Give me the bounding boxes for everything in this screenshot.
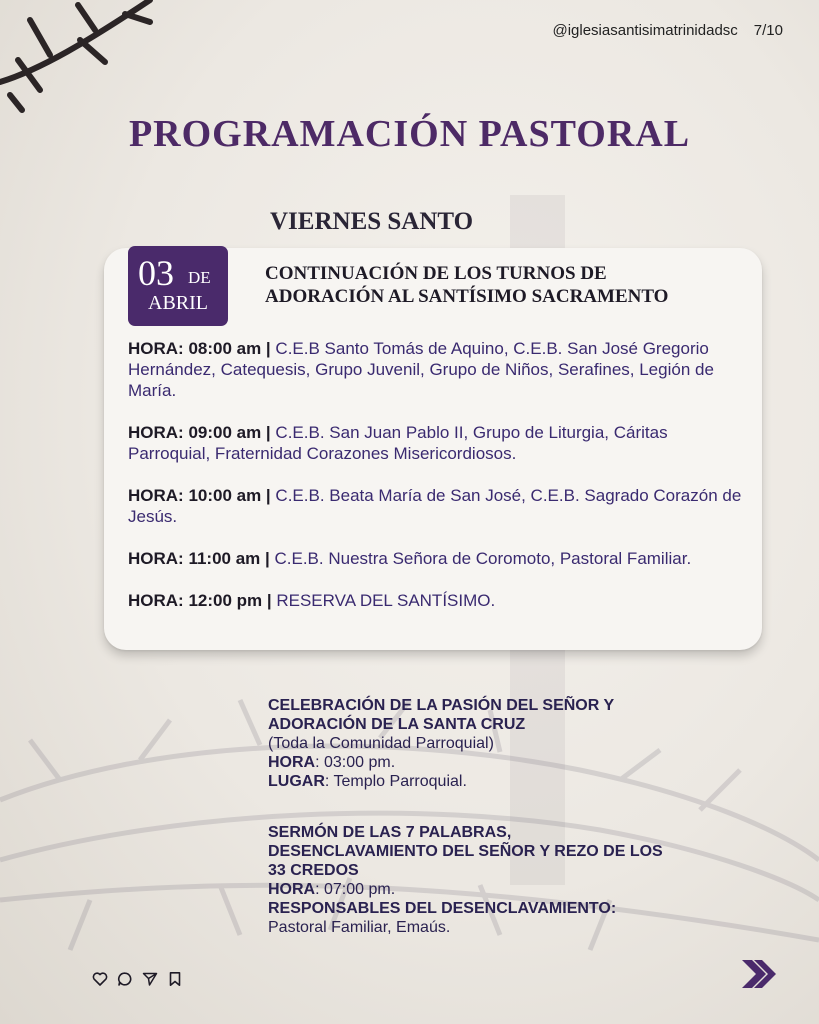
date-de: DE [188, 268, 211, 287]
card-heading-line1: CONTINUACIÓN DE LOS TURNOS DE [265, 263, 607, 284]
card-heading-line2: ADORACIÓN AL SANTÍSIMO SACRAMENTO [265, 286, 669, 307]
schedule-time: HORA: 11:00 am | [128, 549, 270, 568]
card-heading [265, 262, 745, 308]
sermon-hora-label: HORA [268, 881, 316, 898]
celebration-lugar-label: LUGAR [268, 773, 325, 790]
schedule-groups: C.E.B. Nuestra Señora de Coromoto, Pastoral Familiar. [269, 549, 692, 568]
schedule-list [128, 338, 746, 632]
schedule-time: HORA: 09:00 am | [128, 423, 271, 442]
sermon-block [268, 823, 768, 937]
action-icons [92, 971, 183, 987]
date-badge [128, 246, 228, 326]
schedule-time: HORA: 10:00 am | [128, 486, 271, 505]
celebration-block [268, 696, 768, 791]
sermon-title-line1: SERMÓN DE LAS 7 PALABRAS, [268, 824, 512, 841]
celebration-hora-value: : 03:00 pm. [315, 754, 396, 771]
sermon-title-line2: DESENCLAVAMIENTO DEL SEÑOR Y REZO DE LOS [268, 843, 663, 860]
schedule-groups: C.E.B. San Juan Pablo II, Grupo de Liturgia, Cáritas Parroquial, Fraternidad Corazones Misericordiosos. [128, 423, 668, 463]
celebration-hora-label: HORA [268, 754, 316, 771]
sermon-title-line3: 33 CREDOS [268, 862, 359, 879]
schedule-item [128, 590, 746, 611]
comment-icon[interactable] [117, 971, 133, 987]
schedule-item [128, 485, 746, 527]
bookmark-icon[interactable] [167, 971, 183, 987]
day-subtitle: VIERNES SANTO [270, 208, 474, 235]
schedule-groups: C.E.B Santo Tomás de Aquino, C.E.B. San José Gregorio Hernández, Catequesis, Grupo Juvenil, Grupo de Niños, Serafines, Legión de María. [128, 339, 714, 400]
celebration-title-line1: CELEBRACIÓN DE LA PASIÓN DEL SEÑOR Y [268, 697, 615, 714]
next-arrow-icon[interactable] [738, 954, 778, 994]
date-day: 03 [138, 253, 174, 293]
schedule-item [128, 548, 746, 569]
account-handle[interactable]: @iglesiasantisimatrinidadsc [552, 22, 738, 39]
page-title: PROGRAMACIÓN PASTORAL [128, 113, 691, 155]
sermon-responsables-value: Pastoral Familiar, Emaús. [268, 919, 451, 936]
date-month: ABRIL [148, 292, 208, 314]
sermon-responsables-label: RESPONSABLES DEL DESENCLAVAMIENTO: [268, 900, 617, 917]
heart-icon[interactable] [92, 971, 108, 987]
schedule-time: HORA: 08:00 am | [128, 339, 271, 358]
celebration-lugar-value: : Templo Parroquial. [324, 773, 467, 790]
page-indicator: 7/10 [753, 22, 783, 39]
schedule-groups: C.E.B. Beata María de San José, C.E.B. Sagrado Corazón de Jesús. [128, 486, 742, 526]
schedule-item [128, 338, 746, 401]
schedule-item [128, 422, 746, 464]
schedule-groups: RESERVA DEL SANTÍSIMO. [271, 591, 496, 610]
celebration-title-line2: ADORACIÓN DE LA SANTA CRUZ [268, 716, 526, 733]
send-icon[interactable] [142, 971, 158, 987]
sermon-hora-value: : 07:00 pm. [315, 881, 396, 898]
top-bar [552, 22, 783, 39]
celebration-note: (Toda la Comunidad Parroquial) [268, 735, 494, 752]
schedule-time: HORA: 12:00 pm | [128, 591, 272, 610]
